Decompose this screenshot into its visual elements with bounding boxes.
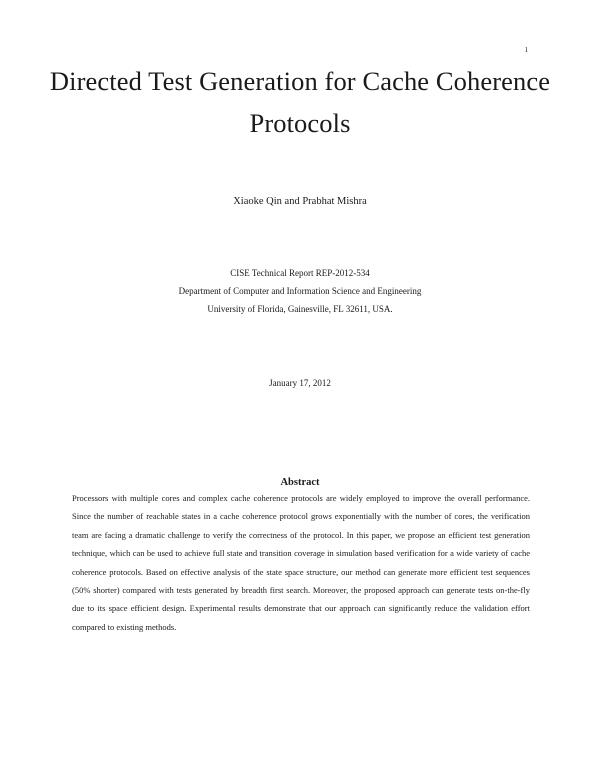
- paper-title: Directed Test Generation for Cache Coherence Protocols: [49, 66, 551, 138]
- authors: Xiaoke Qin and Prabhat Mishra: [233, 196, 367, 207]
- publication-date: January 17, 2012: [269, 378, 331, 388]
- affiliation-block: [0, 264, 600, 318]
- department: Department of Computer and Information Science and Engineering: [178, 286, 422, 296]
- abstract-heading: Abstract: [280, 477, 320, 488]
- university: University of Florida, Gainesville, FL 32611, USA.: [207, 304, 393, 314]
- page-number: 1: [524, 46, 528, 54]
- abstract-body: Processors with multiple cores and complex cache coherence protocols are widely employed to improve the overall performance. Since the number of reachable states in a cache coherence protocol grows exponentially with the number of cores, the verification team are facing a dramatic challenge to verify the correctness of the protocol. In this paper, we propose an efficient test generation technique, which can be used to achieve full state and transition coverage in simulation based verification for a wide variety of cache coherence protocols. Based on effective analysis of the state space structure, our method can generate more efficient test sequences (50% shorter) compared with tests generated by breadth first search. Moreover, the proposed approach can generate tests on-the-fly due to its space efficient design. Experimental results demonstrate that our approach can significantly reduce the validation effort compared to existing methods.: [72, 493, 530, 632]
- technical-report-id: CISE Technical Report REP-2012-534: [230, 268, 370, 278]
